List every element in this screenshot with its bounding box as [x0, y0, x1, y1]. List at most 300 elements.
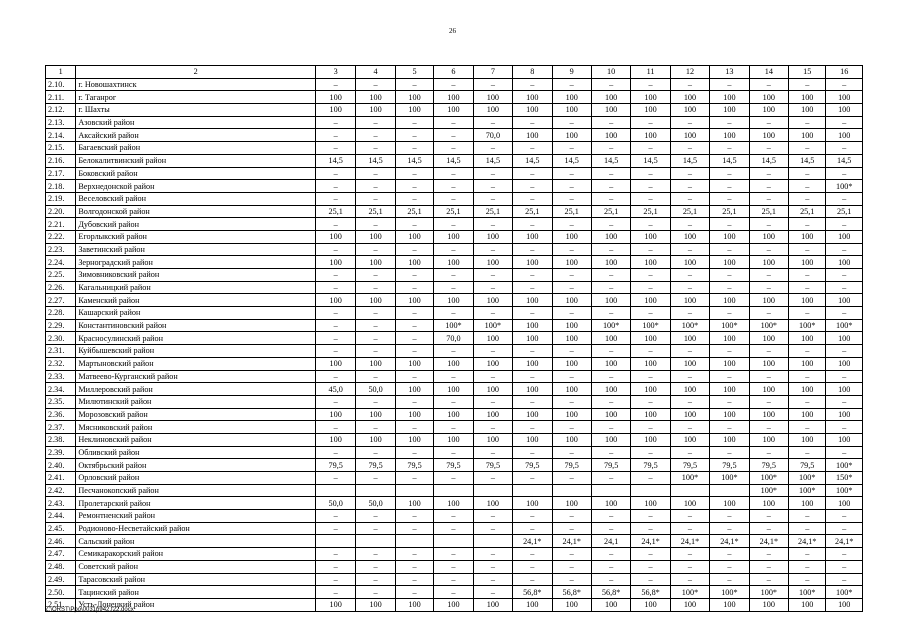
value-cell: –	[356, 78, 395, 91]
value-cell: 100	[395, 256, 433, 269]
district-name: Семикаракорский район	[76, 548, 316, 561]
value-cell: –	[434, 522, 473, 535]
value-cell: –	[552, 281, 591, 294]
value-cell: 100	[473, 383, 512, 396]
value-cell: 100	[434, 408, 473, 421]
value-cell: 56,8*	[513, 586, 552, 599]
value-cell: –	[434, 421, 473, 434]
value-cell: 100	[749, 129, 788, 142]
value-cell: –	[631, 472, 670, 485]
value-cell: 100	[749, 91, 788, 104]
value-cell: –	[789, 573, 826, 586]
row-number: 2.37.	[46, 421, 76, 434]
value-cell: –	[513, 192, 552, 205]
value-cell: –	[670, 395, 709, 408]
value-cell: –	[631, 510, 670, 523]
district-name: Тацинский район	[76, 586, 316, 599]
value-cell: –	[749, 548, 788, 561]
value-cell: 100	[631, 408, 670, 421]
value-cell: –	[356, 319, 395, 332]
value-cell: 100	[591, 598, 630, 611]
value-cell: 100	[395, 230, 433, 243]
value-cell: 100	[789, 332, 826, 345]
row-number: 2.17.	[46, 167, 76, 180]
row-number: 2.14.	[46, 129, 76, 142]
value-cell: –	[670, 281, 709, 294]
value-cell: –	[315, 129, 355, 142]
header-cell: 9	[552, 66, 591, 79]
value-cell	[356, 535, 395, 548]
value-cell: –	[513, 573, 552, 586]
value-cell	[473, 535, 512, 548]
value-cell: 100*	[434, 319, 473, 332]
value-cell: –	[670, 307, 709, 320]
value-cell: 100	[356, 230, 395, 243]
value-cell: 100	[513, 408, 552, 421]
value-cell: –	[552, 472, 591, 485]
value-cell: 100	[710, 129, 749, 142]
value-cell: 100	[826, 104, 863, 117]
table-row	[46, 459, 863, 472]
value-cell: –	[513, 370, 552, 383]
value-cell: –	[670, 243, 709, 256]
value-cell: 100	[710, 497, 749, 510]
value-cell: –	[395, 142, 433, 155]
value-cell: 79,5	[395, 459, 433, 472]
value-cell: –	[826, 395, 863, 408]
value-cell: –	[552, 307, 591, 320]
value-cell: 100	[670, 294, 709, 307]
district-name: Боковский район	[76, 167, 316, 180]
row-number: 2.15.	[46, 142, 76, 155]
value-cell: 100	[789, 294, 826, 307]
value-cell: –	[434, 180, 473, 193]
value-cell: 100	[591, 408, 630, 421]
value-cell: 100	[826, 332, 863, 345]
table-row	[46, 548, 863, 561]
value-cell: 100	[473, 332, 512, 345]
value-cell: 100	[749, 332, 788, 345]
value-cell: 100	[710, 598, 749, 611]
value-cell: –	[473, 370, 512, 383]
value-cell: –	[631, 167, 670, 180]
value-cell: –	[473, 142, 512, 155]
value-cell: 100	[670, 91, 709, 104]
header-cell: 16	[826, 66, 863, 79]
value-cell: 79,5	[356, 459, 395, 472]
district-name: Морозовский район	[76, 408, 316, 421]
value-cell: 100	[670, 256, 709, 269]
row-number: 2.28.	[46, 307, 76, 320]
value-cell: 100	[552, 433, 591, 446]
value-cell: 24,1*	[789, 535, 826, 548]
value-cell: –	[670, 345, 709, 358]
value-cell: 100	[513, 230, 552, 243]
row-number: 2.32.	[46, 357, 76, 370]
value-cell: –	[826, 269, 863, 282]
row-number: 2.38.	[46, 433, 76, 446]
value-cell: –	[395, 510, 433, 523]
value-cell: 100	[552, 332, 591, 345]
value-cell: –	[434, 78, 473, 91]
value-cell: 70,0	[473, 129, 512, 142]
value-cell: –	[552, 192, 591, 205]
value-cell: 100	[749, 598, 788, 611]
value-cell	[395, 484, 433, 497]
value-cell: –	[631, 446, 670, 459]
value-cell: –	[315, 167, 355, 180]
value-cell: –	[356, 180, 395, 193]
row-number: 2.27.	[46, 294, 76, 307]
value-cell: 100	[789, 91, 826, 104]
value-cell: 100	[710, 104, 749, 117]
table-row	[46, 446, 863, 459]
value-cell: 100	[356, 104, 395, 117]
value-cell: 100*	[789, 319, 826, 332]
value-cell: 56,8*	[591, 586, 630, 599]
value-cell: –	[513, 307, 552, 320]
value-cell: –	[631, 180, 670, 193]
value-cell: –	[513, 345, 552, 358]
value-cell: 14,5	[473, 154, 512, 167]
district-name: Дубовский район	[76, 218, 316, 231]
value-cell: 100*	[826, 180, 863, 193]
value-cell: –	[473, 243, 512, 256]
value-cell: –	[356, 345, 395, 358]
value-cell: 100	[826, 383, 863, 396]
value-cell: 100	[591, 230, 630, 243]
value-cell: –	[749, 218, 788, 231]
value-cell: 24,1*	[670, 535, 709, 548]
value-cell: 100	[710, 230, 749, 243]
value-cell: –	[552, 116, 591, 129]
table-row	[46, 256, 863, 269]
value-cell: –	[395, 573, 433, 586]
value-cell: –	[513, 180, 552, 193]
value-cell: 100	[789, 230, 826, 243]
value-cell: 100*	[473, 319, 512, 332]
value-cell: 25,1	[552, 205, 591, 218]
value-cell: 100	[473, 104, 512, 117]
value-cell: 100	[826, 598, 863, 611]
table-row	[46, 535, 863, 548]
value-cell: 14,5	[789, 154, 826, 167]
value-cell: 100	[395, 294, 433, 307]
value-cell: 79,5	[552, 459, 591, 472]
value-cell: 100	[789, 129, 826, 142]
value-cell: –	[315, 472, 355, 485]
value-cell: –	[670, 180, 709, 193]
value-cell: –	[513, 472, 552, 485]
value-cell: –	[631, 345, 670, 358]
value-cell: –	[710, 116, 749, 129]
value-cell: 100	[826, 91, 863, 104]
row-number: 2.25.	[46, 269, 76, 282]
value-cell: 100	[826, 256, 863, 269]
value-cell: –	[552, 573, 591, 586]
value-cell: –	[789, 345, 826, 358]
value-cell: –	[749, 180, 788, 193]
value-cell: –	[749, 510, 788, 523]
value-cell: 100	[513, 91, 552, 104]
value-cell: –	[473, 548, 512, 561]
value-cell: –	[631, 269, 670, 282]
value-cell: 100	[749, 408, 788, 421]
value-cell: –	[710, 522, 749, 535]
table-row	[46, 243, 863, 256]
value-cell: –	[789, 370, 826, 383]
table-row	[46, 142, 863, 155]
value-cell: 100	[434, 357, 473, 370]
district-name: Белокалитвинский район	[76, 154, 316, 167]
value-cell: –	[826, 446, 863, 459]
value-cell: –	[315, 281, 355, 294]
value-cell: 25,1	[749, 205, 788, 218]
value-cell: –	[315, 446, 355, 459]
value-cell: –	[670, 510, 709, 523]
value-cell: 100	[434, 294, 473, 307]
value-cell: 100*	[826, 319, 863, 332]
value-cell: –	[434, 370, 473, 383]
value-cell: 14,5	[749, 154, 788, 167]
value-cell: –	[789, 510, 826, 523]
value-cell: 100	[552, 230, 591, 243]
value-cell: 79,5	[315, 459, 355, 472]
value-cell: 100	[473, 497, 512, 510]
value-cell: –	[395, 548, 433, 561]
value-cell: 100	[749, 294, 788, 307]
value-cell: –	[395, 116, 433, 129]
value-cell: 100	[591, 332, 630, 345]
value-cell: –	[826, 307, 863, 320]
value-cell: –	[591, 243, 630, 256]
value-cell: 100	[826, 294, 863, 307]
row-number: 2.51.	[46, 598, 76, 611]
value-cell: –	[789, 421, 826, 434]
value-cell: 79,5	[473, 459, 512, 472]
header-cell: 7	[473, 66, 512, 79]
value-cell: –	[434, 192, 473, 205]
value-cell: 79,5	[513, 459, 552, 472]
value-cell: –	[356, 218, 395, 231]
district-name: Милютинский район	[76, 395, 316, 408]
district-name: Азовский район	[76, 116, 316, 129]
value-cell: –	[315, 548, 355, 561]
value-cell: –	[395, 446, 433, 459]
value-cell: –	[710, 192, 749, 205]
value-cell: –	[395, 560, 433, 573]
value-cell: –	[552, 180, 591, 193]
value-cell: –	[395, 269, 433, 282]
value-cell: 25,1	[434, 205, 473, 218]
table-row	[46, 104, 863, 117]
value-cell: –	[591, 472, 630, 485]
value-cell: –	[670, 421, 709, 434]
value-cell: –	[434, 560, 473, 573]
value-cell: 100	[710, 294, 749, 307]
table-row	[46, 129, 863, 142]
value-cell: 100	[473, 294, 512, 307]
value-cell: –	[631, 522, 670, 535]
value-cell: –	[552, 560, 591, 573]
district-name: Волгодонской район	[76, 205, 316, 218]
header-cell: 3	[315, 66, 355, 79]
value-cell: 100	[631, 433, 670, 446]
row-number: 2.21.	[46, 218, 76, 231]
value-cell: –	[473, 116, 512, 129]
value-cell: –	[591, 78, 630, 91]
value-cell: 100	[434, 230, 473, 243]
value-cell: 14,5	[315, 154, 355, 167]
value-cell: –	[826, 421, 863, 434]
value-cell: –	[434, 142, 473, 155]
value-cell: –	[356, 281, 395, 294]
value-cell: 25,1	[356, 205, 395, 218]
value-cell: 100	[749, 357, 788, 370]
value-cell: 100*	[631, 319, 670, 332]
value-cell: 100*	[591, 319, 630, 332]
value-cell: –	[434, 395, 473, 408]
value-cell: 100	[631, 598, 670, 611]
value-cell: –	[356, 586, 395, 599]
value-cell: –	[434, 510, 473, 523]
value-cell	[434, 484, 473, 497]
value-cell: –	[552, 243, 591, 256]
district-name: Пролетарский район	[76, 497, 316, 510]
value-cell: –	[631, 560, 670, 573]
table-row	[46, 116, 863, 129]
value-cell: –	[789, 395, 826, 408]
value-cell	[315, 535, 355, 548]
value-cell: –	[552, 269, 591, 282]
value-cell: –	[670, 560, 709, 573]
value-cell: –	[631, 243, 670, 256]
value-cell: –	[670, 142, 709, 155]
value-cell: –	[356, 332, 395, 345]
value-cell: –	[826, 167, 863, 180]
table-row	[46, 522, 863, 535]
value-cell: –	[315, 421, 355, 434]
value-cell: –	[473, 281, 512, 294]
value-cell: 100	[826, 497, 863, 510]
value-cell	[434, 535, 473, 548]
value-cell: –	[315, 560, 355, 573]
value-cell: –	[395, 78, 433, 91]
value-cell: –	[395, 243, 433, 256]
value-cell: –	[826, 573, 863, 586]
value-cell: 25,1	[670, 205, 709, 218]
value-cell: –	[591, 307, 630, 320]
value-cell: –	[513, 548, 552, 561]
row-number: 2.20.	[46, 205, 76, 218]
value-cell: 14,5	[670, 154, 709, 167]
district-name: г. Шахты	[76, 104, 316, 117]
value-cell: 100*	[670, 472, 709, 485]
value-cell: –	[749, 345, 788, 358]
table-row	[46, 383, 863, 396]
value-cell: –	[513, 167, 552, 180]
value-cell: –	[591, 269, 630, 282]
value-cell: 100	[631, 497, 670, 510]
value-cell: –	[356, 395, 395, 408]
value-cell: –	[395, 180, 433, 193]
value-cell: –	[789, 307, 826, 320]
value-cell: 100	[749, 433, 788, 446]
value-cell: –	[473, 573, 512, 586]
value-cell: –	[473, 560, 512, 573]
value-cell: –	[356, 472, 395, 485]
value-cell: –	[710, 269, 749, 282]
value-cell: –	[670, 446, 709, 459]
value-cell: 100	[356, 408, 395, 421]
value-cell: –	[710, 421, 749, 434]
row-number: 2.30.	[46, 332, 76, 345]
value-cell: 100	[710, 408, 749, 421]
value-cell: 100*	[749, 484, 788, 497]
value-cell: –	[591, 548, 630, 561]
value-cell: 100	[473, 230, 512, 243]
value-cell: –	[591, 522, 630, 535]
value-cell: –	[789, 446, 826, 459]
value-cell: –	[434, 345, 473, 358]
value-cell: –	[826, 243, 863, 256]
value-cell: –	[749, 269, 788, 282]
value-cell: 56,8*	[631, 586, 670, 599]
value-cell: 100	[434, 256, 473, 269]
value-cell: 100	[434, 598, 473, 611]
table-row	[46, 319, 863, 332]
value-cell: 100	[710, 433, 749, 446]
value-cell: –	[513, 243, 552, 256]
value-cell: –	[473, 78, 512, 91]
value-cell: 100	[434, 433, 473, 446]
value-cell: –	[356, 116, 395, 129]
value-cell: –	[826, 510, 863, 523]
value-cell: –	[749, 307, 788, 320]
district-name: Каменский район	[76, 294, 316, 307]
value-cell: 24,1*	[826, 535, 863, 548]
value-cell: –	[749, 116, 788, 129]
value-cell: –	[356, 192, 395, 205]
value-cell: 24,1*	[749, 535, 788, 548]
value-cell: 14,5	[710, 154, 749, 167]
value-cell: –	[749, 395, 788, 408]
district-name: Миллеровский район	[76, 383, 316, 396]
table-row	[46, 421, 863, 434]
value-cell: –	[552, 395, 591, 408]
value-cell: 100	[473, 408, 512, 421]
value-cell: –	[395, 586, 433, 599]
value-cell: 100	[631, 256, 670, 269]
table-row	[46, 218, 863, 231]
value-cell: –	[631, 281, 670, 294]
value-cell: 24,1*	[631, 535, 670, 548]
value-cell: –	[749, 192, 788, 205]
table-row	[46, 598, 863, 611]
value-cell: –	[789, 522, 826, 535]
value-cell: –	[552, 78, 591, 91]
value-cell: –	[826, 116, 863, 129]
value-cell: 100	[513, 319, 552, 332]
row-number: 2.46.	[46, 535, 76, 548]
value-cell: 100	[631, 129, 670, 142]
value-cell: 100	[552, 319, 591, 332]
row-number: 2.42.	[46, 484, 76, 497]
value-cell: 100	[789, 357, 826, 370]
header-cell: 5	[395, 66, 433, 79]
value-cell: –	[749, 167, 788, 180]
header-cell: 11	[631, 66, 670, 79]
